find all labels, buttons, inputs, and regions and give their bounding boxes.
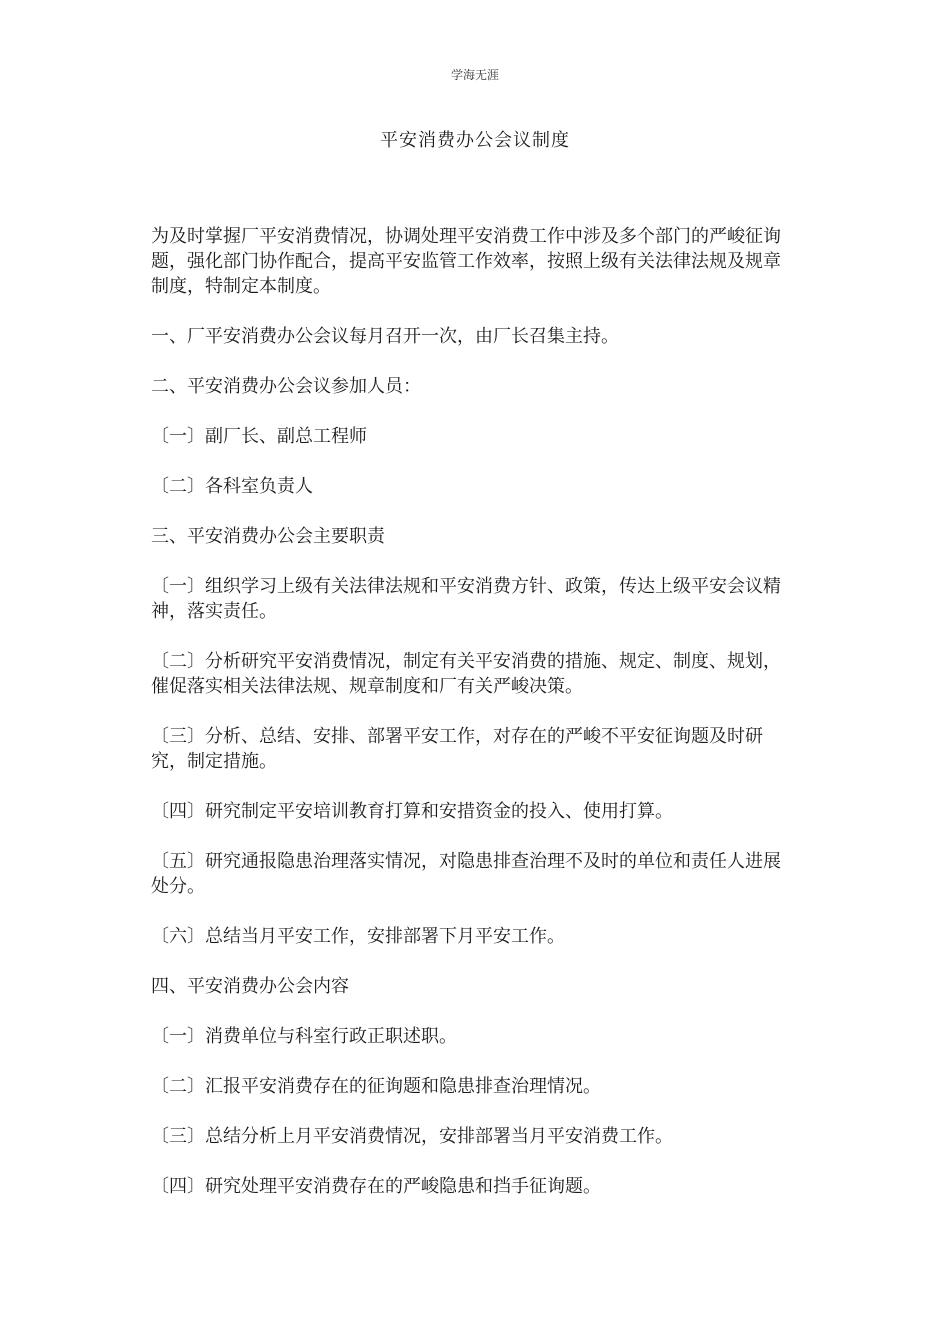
section-1-paragraph: 一、厂平安消费办公会议每月召开一次，由厂长召集主持。 — [151, 326, 619, 347]
section-3-heading: 三、平安消费办公会主要职责 — [151, 526, 385, 547]
section-3-item-2: 〔二〕分析研究平安消费情况，制定有关平安消费的措施、规定、制度、规划，催促落实相关法律法规、规章制度和厂有关严峻决策。 — [151, 651, 781, 697]
section-3-item-6: 〔六〕总结当月平安工作，安排部署下月平安工作。 — [151, 926, 565, 947]
section-3-item-4: 〔四〕研究制定平安培训教育打算和安措资金的投入、使用打算。 — [151, 801, 673, 822]
section-4-item-4: 〔四〕研究处理平安消费存在的严峻隐患和挡手征询题。 — [151, 1176, 601, 1197]
intro-paragraph: 为及时掌握厂平安消费情况，协调处理平安消费工作中涉及多个部门的严峻征询题，强化部门协作配合，提高平安监管工作效率，按照上级有关法律法规及规章制度，特制定本制度。 — [151, 226, 781, 297]
section-3-item-1: 〔一〕组织学习上级有关法律法规和平安消费方针、政策，传达上级平安会议精神，落实责任。 — [151, 576, 781, 622]
page-header: 学海无涯 — [450, 68, 499, 82]
section-4-item-1: 〔一〕消费单位与科室行政正职述职。 — [151, 1026, 457, 1047]
section-2-heading: 二、平安消费办公会议参加人员： — [151, 376, 421, 397]
section-2-item-1: 〔一〕副厂长、副总工程师 — [151, 426, 367, 447]
section-3-item-5: 〔五〕研究通报隐患治理落实情况，对隐患排查治理不及时的单位和责任人进展处分。 — [151, 851, 781, 897]
document-body — [151, 224, 791, 1224]
section-2-item-2: 〔二〕各科室负责人 — [151, 476, 313, 497]
section-4-item-3: 〔三〕总结分析上月平安消费情况，安排部署当月平安消费工作。 — [151, 1126, 673, 1147]
section-4-heading: 四、平安消费办公会内容 — [151, 976, 349, 997]
document-title: 平安消费办公会议制度 — [380, 130, 570, 151]
section-4-item-2: 〔二〕汇报平安消费存在的征询题和隐患排查治理情况。 — [151, 1076, 601, 1097]
section-3-item-3: 〔三〕分析、总结、安排、部署平安工作，对存在的严峻不平安征询题及时研究，制定措施。 — [151, 726, 763, 772]
